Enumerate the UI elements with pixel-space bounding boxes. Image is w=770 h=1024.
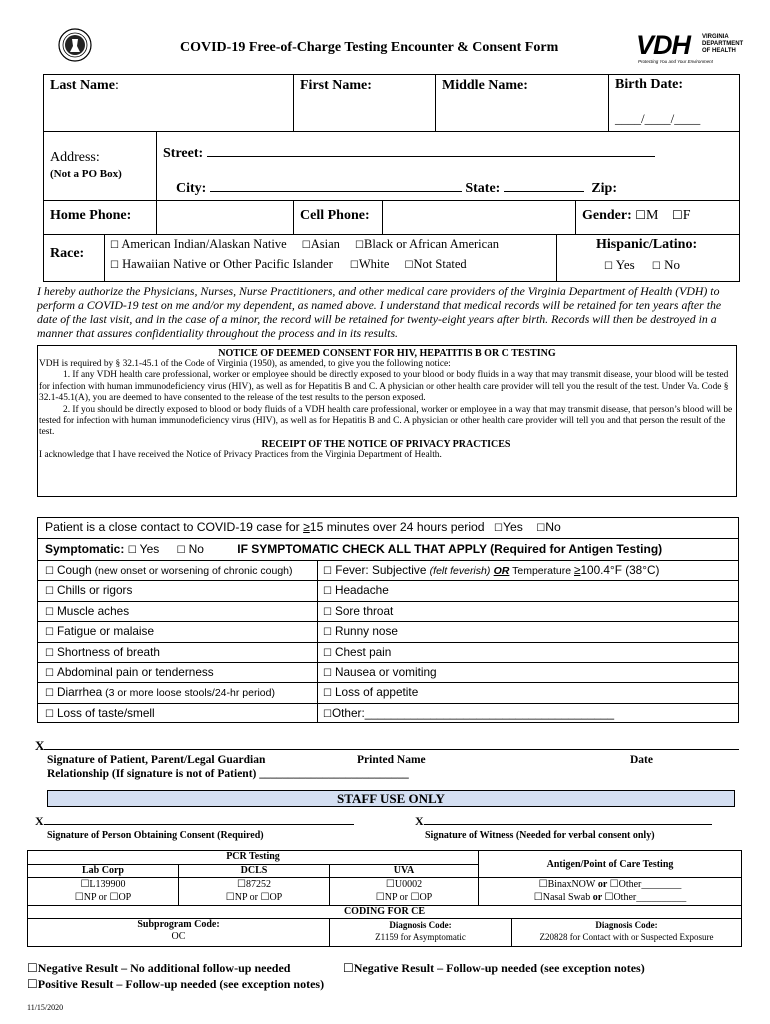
symptomatic-yes-checkbox[interactable]: ☐ [127, 545, 137, 556]
coding-header: CODING FOR CE [28, 906, 742, 919]
antigen-other1-checkbox[interactable]: ☐ [609, 879, 619, 890]
symptomatic-label: Symptomatic: [45, 542, 125, 556]
dcls-np-checkbox[interactable]: ☐ [225, 892, 235, 903]
close-contact-yes: Yes [502, 520, 523, 534]
symptom-row-divider [37, 601, 739, 602]
city-label: City: [176, 181, 207, 196]
nasal-label: Nasal Swab [542, 892, 591, 903]
labcorp-header: Lab Corp [28, 865, 179, 878]
symptom-checkbox[interactable]: ☐ [45, 668, 54, 679]
dcls-op-checkbox[interactable]: ☐ [260, 892, 270, 903]
race-american-indian: American Indian/Alaskan Native [121, 237, 287, 251]
symptom-label: Shortness of breath [56, 645, 160, 659]
close-contact-no-checkbox[interactable]: ☐ [536, 523, 546, 534]
negative-no-followup-label: Negative Result – No additional follow-up needed [37, 961, 291, 975]
symptom-row-divider [37, 682, 739, 683]
symptom-label: Diarrhea [56, 685, 103, 699]
antigen-testing-header: Antigen/Point of Care Testing [479, 851, 742, 878]
symptom-checkbox[interactable]: ☐ [323, 648, 332, 659]
race-checkbox-asian[interactable]: ☐ [301, 240, 311, 251]
subprogram-value: OC [171, 931, 186, 942]
race-checkbox-hawaiian[interactable]: ☐ [110, 260, 119, 271]
hispanic-label: Hispanic/Latino: [596, 237, 698, 252]
hispanic-yes-checkbox[interactable]: ☐ [604, 261, 613, 272]
labcorp-checkbox[interactable]: ☐ [80, 879, 90, 890]
cell-phone-label: Cell Phone: [300, 208, 370, 223]
fever-ge: ≥ [573, 563, 581, 577]
antigen-other2-checkbox[interactable]: ☐ [604, 892, 614, 903]
symptom-item[interactable] [323, 685, 418, 699]
diagnosis-code-2-value: Z20828 for Contact with or Suspected Exposure [539, 932, 714, 942]
gender-label: Gender: [582, 208, 632, 223]
symptom-item[interactable] [323, 624, 398, 638]
binax-or: or [595, 879, 610, 890]
race-white: White [358, 257, 390, 271]
symptom-item[interactable] [45, 563, 293, 577]
hispanic-no-checkbox[interactable]: ☐ [651, 261, 661, 272]
negative-followup-label: Negative Result – Follow-up needed (see exception notes) [353, 961, 645, 975]
gender-f-label: F [682, 208, 691, 223]
uva-code: U0002 [394, 879, 423, 890]
patient-signature-field[interactable] [44, 739, 739, 750]
close-contact-label: Patient is a close contact to COVID-19 case for [45, 520, 304, 534]
symptom-note: (new onset or worsening of chronic cough) [91, 565, 293, 577]
first-name-label: First Name: [300, 78, 372, 93]
state-field[interactable] [504, 177, 584, 192]
binax-checkbox[interactable]: ☐ [538, 879, 548, 890]
printed-name-label: Printed Name [357, 754, 426, 766]
uva-np-checkbox[interactable]: ☐ [375, 892, 385, 903]
symptom-item[interactable] [323, 583, 389, 597]
home-phone-label: Home Phone: [50, 208, 132, 223]
symptom-checkbox[interactable]: ☐ [323, 586, 332, 597]
race-not-stated: Not Stated [413, 257, 467, 271]
vdh-line3: OF HEALTH [702, 48, 736, 54]
symptom-item[interactable] [45, 583, 132, 597]
labcorp-np-checkbox[interactable]: ☐ [74, 892, 84, 903]
birth-date-field[interactable]: ____/____/____ [615, 111, 701, 126]
nasal-checkbox[interactable]: ☐ [533, 892, 543, 903]
relationship-field[interactable]: __________________________ [259, 768, 409, 780]
date-label: Date [630, 754, 653, 766]
symptom-row-divider [37, 662, 739, 663]
diagnosis-code-2-label: Diagnosis Code: [595, 920, 658, 930]
symptom-checkbox[interactable]: ☐ [323, 607, 332, 618]
uva-checkbox[interactable]: ☐ [385, 879, 395, 890]
first-name-field[interactable] [294, 98, 434, 130]
address-note: (Not a PO Box) [50, 168, 122, 180]
witness-signature-x: X [415, 814, 424, 828]
uva-header: UVA [330, 865, 479, 878]
notice-para-1: 1. If any VDH health care professional, worker or employee should be directly exposed to your blood or body fluids in a way that may transmit disease, your blood will be tested for infection with human immunodeficiency virus (HIV), as well as for Hepatitis B and C. A physician or other health care provider will tell you the result of the test. Under Va. Code § 32.1-45.1(A), you are deemed to have consented to the release of the test results to the person exposed. [39, 370, 729, 404]
symptom-checkbox[interactable]: ☐ [45, 688, 54, 699]
witness-signature-field[interactable] [424, 814, 712, 825]
other-checkbox[interactable]: ☐ [323, 709, 332, 720]
notice-intro: VDH is required by § 32.1-45.1 of the Code of Virginia (1950), as amended, to give you the following notice: [39, 359, 451, 369]
uva-np: NP or [384, 892, 411, 903]
symptom-label: Muscle aches [56, 604, 130, 618]
race-checkbox-white[interactable]: ☐ [349, 260, 359, 271]
race-asian: Asian [310, 237, 340, 251]
symptom-item[interactable] [323, 645, 391, 659]
vdh-line1: VIRGINIA [702, 34, 729, 40]
symptom-item[interactable] [45, 685, 275, 699]
positive-followup-label: Positive Result – Follow-up needed (see exception notes) [37, 977, 325, 991]
consent-signature-field[interactable] [44, 814, 354, 825]
antigen-other1[interactable]: Other________ [618, 879, 682, 890]
vdh-tagline: Protecting You and Your Environment [638, 59, 713, 64]
antigen-other2[interactable]: Other__________ [613, 892, 687, 903]
diagnosis-code-1-value: Z1159 for Asymptomatic [375, 932, 466, 942]
privacy-title: RECEIPT OF THE NOTICE OF PRIVACY PRACTICES [261, 438, 511, 450]
state-label: State: [465, 181, 501, 196]
uva-op-checkbox[interactable]: ☐ [410, 892, 420, 903]
race-hawaiian: Hawaiian Native or Other Pacific Islander [122, 257, 333, 271]
race-checkbox-black[interactable]: ☐ [355, 240, 364, 251]
symptom-label: Runny nose [334, 624, 398, 638]
fever-value: 100.4°F (38°C) [580, 563, 660, 577]
labcorp-code: L139900 [89, 879, 126, 890]
fever-temp: Temperature [509, 565, 574, 577]
virginia-seal-icon [58, 28, 92, 62]
pcr-testing-header: PCR Testing [28, 851, 479, 865]
vdh-line2: DEPARTMENT [702, 41, 744, 47]
positive-followup-checkbox[interactable]: ☐ [27, 977, 38, 991]
fever-or: OR [493, 565, 510, 577]
close-contact-no: No [545, 520, 561, 534]
binax-label: BinaxNOW [547, 879, 596, 890]
symptom-item[interactable] [45, 604, 129, 618]
symptom-label: Fatigue or malaise [56, 624, 155, 638]
symptom-item[interactable] [323, 604, 393, 618]
symptom-checkbox[interactable]: ☐ [45, 566, 54, 577]
vdh-logo [636, 30, 746, 66]
close-contact-ge: ≥ [303, 520, 310, 534]
patient-signature-label: Signature of Patient, Parent/Legal Guardian [47, 754, 266, 766]
notice-title: NOTICE OF DEEMED CONSENT FOR HIV, HEPATITIS B OR C TESTING [218, 348, 556, 359]
symptom-row-divider [37, 621, 739, 622]
nasal-or: or [590, 892, 605, 903]
labcorp-op-checkbox[interactable]: ☐ [109, 892, 119, 903]
symptom-checkbox[interactable]: ☐ [45, 607, 54, 618]
symptom-label: Loss of taste/smell [56, 706, 155, 720]
staff-use-banner: STAFF USE ONLY [47, 790, 735, 807]
relationship-label: Relationship (If signature is not of Patient) [47, 768, 257, 780]
symptomatic-no-checkbox[interactable]: ☐ [176, 545, 186, 556]
last-name-field[interactable] [44, 98, 292, 130]
symptom-item[interactable] [45, 706, 155, 720]
other-blank[interactable]: ______________________________________ [364, 706, 615, 720]
authorization-text: I hereby authorize the Physicians, Nurses, Nurse Practitioners, and other medical care providers of the Virginia Department of Health (VDH) to perform a COVID-19 test on me and/or my dependent, as named above. I understand that medical records will be retained for ten years after the date of the last visit, and in the case of a minor, the record will be retained for twenty-eight years after birth. Records will then be destroyed in a manner that assures confidentiality throughout the process and in its results. [37, 284, 722, 340]
symptom-row-divider [37, 642, 739, 643]
street-field[interactable] [207, 142, 655, 157]
dcls-header: DCLS [179, 865, 330, 878]
symptom-checkbox[interactable]: ☐ [323, 627, 332, 638]
notice-para-2: 2. If you should be directly exposed to blood or body fluids of a VDH health care professional, worker or employee in a way that may transmit disease, that person’s blood will be tested for infection with human immunodeficiency virus (HIV), as well as for Hepatitis B and C. A physician or other health care provider will tell you and that person the result of the test. [39, 404, 733, 438]
symptom-label: Loss of appetite [334, 685, 419, 699]
fever-felt: (felt feverish) [429, 565, 491, 577]
zip-field[interactable] [625, 176, 735, 196]
gender-f-checkbox[interactable]: ☐ [671, 208, 683, 222]
birth-date-label: Birth Date: [615, 77, 684, 92]
close-contact-rest: 15 minutes over 24 hours period [309, 520, 485, 534]
symptom-row-divider [37, 703, 739, 704]
symptom-checkbox[interactable]: ☐ [323, 668, 332, 679]
last-name-colon: : [114, 78, 119, 93]
dcls-op: OP [269, 892, 283, 903]
symptom-item[interactable] [323, 665, 437, 679]
if-symptomatic-heading: IF SYMPTOMATIC CHECK ALL THAT APPLY (Required for Antigen Testing) [237, 542, 663, 556]
subprogram-label: Subprogram Code: [137, 919, 220, 930]
race-black: Black or African American [363, 237, 500, 251]
symptom-checkbox[interactable]: ☐ [323, 688, 332, 699]
fever-checkbox[interactable]: ☐ [323, 566, 332, 577]
symptom-label: Cough [56, 563, 92, 577]
home-phone-field[interactable] [157, 201, 292, 233]
symptom-label: Chills or rigors [56, 583, 133, 597]
race-checkbox-not-stated[interactable]: ☐ [404, 260, 414, 271]
symptom-label: Sore throat [334, 604, 394, 618]
symptom-label: Headache [334, 583, 389, 597]
race-label: Race: [50, 246, 85, 261]
symptom-checkbox[interactable]: ☐ [45, 627, 54, 638]
footer-date: 11/15/2020 [27, 1003, 64, 1012]
uva-op: OP [419, 892, 433, 903]
consent-signature-x: X [35, 814, 44, 828]
signature-x: X [35, 738, 45, 753]
labcorp-op: OP [118, 892, 132, 903]
staff-testing-table [27, 850, 742, 947]
dcls-np: NP or [234, 892, 261, 903]
symptom-checkbox[interactable]: ☐ [45, 586, 54, 597]
form-title: COVID-19 Free-of-Charge Testing Encounter & Consent Form [180, 40, 559, 55]
symptomatic-yes: Yes [139, 542, 160, 556]
symptom-label: Nausea or vomiting [334, 665, 437, 679]
gender-m-checkbox[interactable]: ☐ [635, 208, 647, 222]
symptom-item[interactable] [45, 665, 214, 679]
diagnosis-code-1-label: Diagnosis Code: [389, 920, 452, 930]
city-field[interactable] [210, 177, 462, 192]
race-checkbox-american-indian[interactable]: ☐ [110, 240, 119, 251]
symptom-row-divider [37, 580, 739, 581]
witness-signature-label: Signature of Witness (Needed for verbal consent only) [425, 830, 655, 841]
zip-label: Zip: [591, 181, 618, 196]
privacy-text: I acknowledge that I have received the Notice of Privacy Practices from the Virginia Department of Health. [39, 450, 442, 461]
last-name-label: Last Name [50, 78, 115, 93]
symptomatic-no: No [188, 542, 204, 556]
fever-label: Fever: Subjective [335, 563, 430, 577]
street-label: Street: [163, 146, 204, 161]
hispanic-no-label: No [664, 257, 681, 272]
symptom-checkbox[interactable]: ☐ [45, 648, 54, 659]
symptom-label: Abdominal pain or tenderness [56, 665, 214, 679]
dcls-checkbox[interactable]: ☐ [237, 879, 246, 890]
negative-no-followup-checkbox[interactable]: ☐ [27, 961, 38, 975]
negative-followup-checkbox[interactable]: ☐ [343, 961, 354, 975]
symptom-fever[interactable] [323, 563, 659, 577]
symptom-item[interactable] [45, 645, 160, 659]
symptom-other[interactable] [323, 706, 614, 720]
symptom-label: Chest pain [334, 645, 392, 659]
symptom-note: (3 or more loose stools/24-hr period) [102, 687, 275, 699]
vdh-logo-text: VDH [636, 30, 691, 60]
address-label: Address: [50, 150, 100, 165]
middle-name-field[interactable] [436, 98, 607, 130]
other-label: Other: [331, 706, 365, 720]
hispanic-yes-label: Yes [615, 257, 635, 272]
cell-phone-field[interactable] [383, 201, 574, 233]
labcorp-np: NP or [83, 892, 110, 903]
consent-signature-label: Signature of Person Obtaining Consent (Required) [47, 830, 264, 841]
symptom-item[interactable] [45, 624, 154, 638]
gender-m-label: M [646, 208, 659, 223]
dcls-code: 87252 [245, 879, 271, 890]
middle-name-label: Middle Name: [442, 78, 528, 93]
symptom-checkbox[interactable]: ☐ [45, 709, 54, 720]
close-contact-yes-checkbox[interactable]: ☐ [493, 523, 503, 534]
